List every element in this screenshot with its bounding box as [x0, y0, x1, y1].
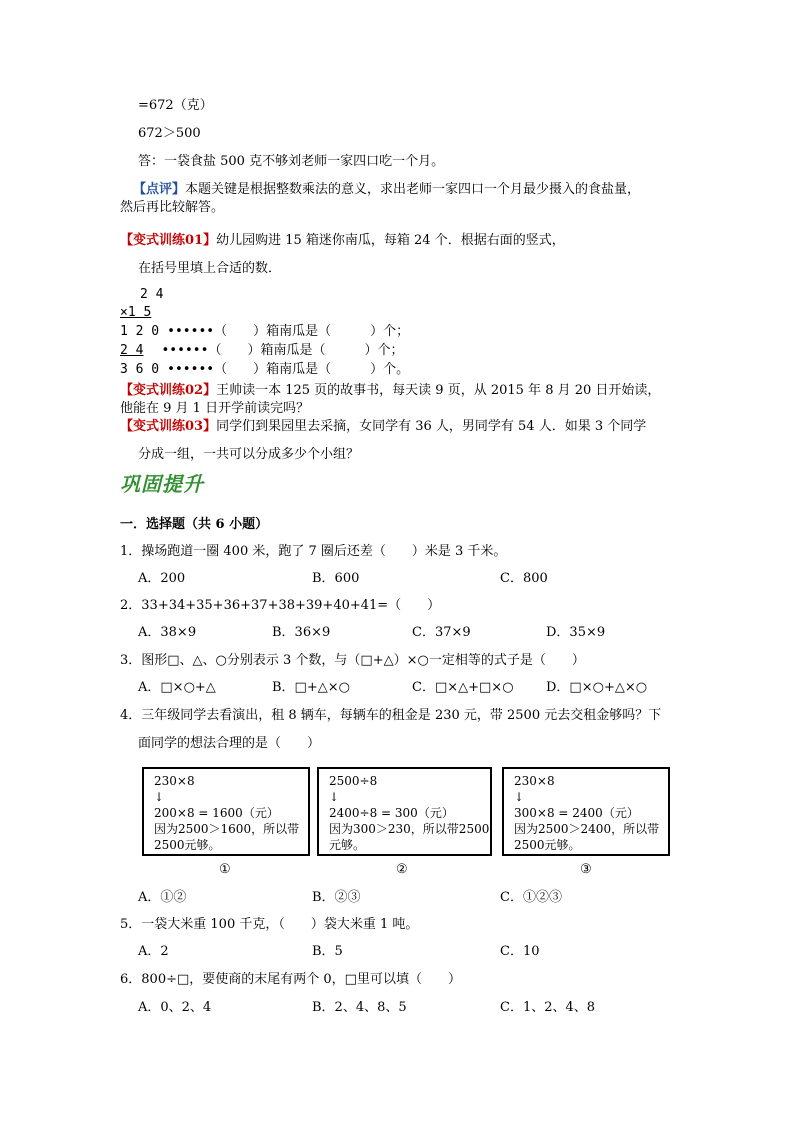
variant-1-text: 幼儿园购进 15 箱迷你南瓜，每箱 24 个．根据右面的竖式， — [216, 233, 565, 248]
question-1-option-b[interactable]: B．600 — [312, 571, 360, 586]
question-4-option-b[interactable]: B．②③ — [312, 890, 361, 905]
down-arrow-icon: ↓ — [329, 790, 340, 804]
question-4-option-a[interactable]: A．①② — [138, 890, 187, 905]
question-5-option-c[interactable]: C．10 — [500, 944, 540, 959]
question-3-option-c[interactable]: C．□×△+□×○ — [412, 680, 514, 695]
idea-box-1-line-1: 230×8 — [154, 774, 195, 788]
question-4-option-c[interactable]: C．①②③ — [500, 890, 562, 905]
idea-box-3-line-5: 2500元够。 — [514, 838, 581, 852]
review-text: 本题关键是根据整数乘法的意义，求出老师一家四口一个月最少摄入的食盐量， — [185, 182, 641, 197]
idea-box-3 — [502, 767, 670, 856]
question-1-option-a[interactable]: A．200 — [138, 571, 186, 586]
question-5-option-b[interactable]: B．5 — [312, 944, 343, 959]
calc-line-2: 672＞500 — [138, 126, 201, 141]
question-3-option-d[interactable]: D．□×○+△×○ — [546, 680, 648, 695]
variant-1-text-2: 在括号里填上合适的数． — [138, 261, 282, 276]
question-5-option-a[interactable]: A．2 — [138, 944, 169, 959]
partial-product-2: 2 4 — [120, 343, 144, 358]
question-3-stem: 3．图形□、△、○分别表示 3 个数，与（□+△）×○一定相等的式子是（ ） — [120, 653, 585, 668]
variant-2-tag: 【变式训练02】 — [120, 383, 217, 398]
partial-product-2-blank: ••••••（ ）箱南瓜是（ ）个； — [161, 343, 404, 358]
question-2-option-d[interactable]: D．35×9 — [546, 625, 606, 640]
variant-3-tag: 【变式训练03】 — [120, 419, 217, 434]
question-1-stem: 1．操场跑道一圈 400 米，跑了 7 圈后还差（ ）米是 3 千米。 — [120, 544, 507, 559]
question-6-option-c[interactable]: C．1、2、4、8 — [500, 1000, 596, 1015]
variant-2-text: 王帅读一本 125 页的故事书，每天读 9 页，从 2015 年 8 月 20 日开始读， — [216, 383, 661, 398]
question-5-stem: 5．一袋大米重 100 千克，（ ）袋大米重 1 吨。 — [120, 917, 419, 932]
idea-box-1-line-5: 2500元够。 — [154, 838, 221, 852]
variant-2-text-2: 他能在 9 月 1 日开学前读完吗？ — [120, 401, 310, 416]
variant-3-text: 同学们到果园里去采摘，女同学有 36 人，男同学有 54 人．如果 3 个同学 — [216, 419, 647, 434]
answer-text: 答：一袋食盐 500 克不够刘老师一家四口吃一个月。 — [138, 154, 445, 169]
product-total-blank: ••••••（ ）箱南瓜是（ ）个。 — [167, 362, 410, 377]
question-2-stem: 2．33+34+35+36+37+38+39+40+41=（ ） — [120, 598, 441, 613]
vertical-calc-row-3 — [120, 325, 409, 338]
vertical-calc-row-4 — [120, 344, 403, 357]
partial-product-1: 1 2 0 — [120, 324, 160, 339]
variant-2 — [120, 384, 660, 397]
idea-box-3-line-3: 300×8 = 2400（元） — [514, 806, 639, 820]
question-2-option-a[interactable]: A．38×9 — [138, 625, 197, 640]
idea-box-1-line-3: 200×8 = 1600（元） — [154, 806, 279, 820]
question-4-stem-2: 面同学的想法合理的是（ ） — [138, 736, 321, 751]
question-6-stem: 6．800÷□，要使商的末尾有两个 0，□里可以填（ ） — [120, 972, 461, 987]
partial-product-1-blank: ••••••（ ）箱南瓜是（ ）个； — [167, 324, 410, 339]
idea-box-2-label: ② — [396, 862, 408, 877]
multiplier: ×1 5 — [120, 305, 152, 320]
question-2-option-b[interactable]: B．36×9 — [272, 625, 331, 640]
question-3-option-a[interactable]: A．□×○+△ — [138, 680, 216, 695]
down-arrow-icon: ↓ — [154, 790, 165, 804]
question-1-option-c[interactable]: C．800 — [500, 571, 548, 586]
variant-3 — [120, 420, 646, 433]
idea-box-3-label: ③ — [580, 862, 592, 877]
variant-1 — [120, 234, 565, 247]
review-tag: 【点评】 — [133, 182, 186, 197]
question-2-option-c[interactable]: C．37×9 — [412, 625, 471, 640]
review-line-2: 然后再比较解答。 — [120, 200, 225, 215]
question-4-stem: 4．三年级同学去看演出，租 8 辆车，每辆车的租金是 230 元，带 2500 元去交租金够吗？下 — [120, 708, 662, 723]
idea-box-1-label: ① — [219, 862, 231, 877]
product-total: 3 6 0 — [120, 362, 160, 377]
idea-box-2-line-4: 因为300＞230，所以带2500 — [329, 822, 490, 836]
review-line-1 — [133, 183, 640, 196]
question-6-option-a[interactable]: A．0、2、4 — [138, 1000, 212, 1015]
calc-line-1: =672（克） — [138, 98, 213, 113]
idea-box-2-line-5: 元够。 — [329, 838, 366, 852]
idea-box-2-line-1: 2500÷8 — [329, 774, 378, 788]
vertical-calc-row-5 — [120, 363, 409, 376]
idea-box-2 — [317, 767, 492, 856]
variant-3-text-2: 分成一组，一共可以分成多少个小组？ — [138, 447, 360, 462]
section-title: 巩固提升 — [120, 472, 204, 496]
question-3-option-b[interactable]: B．□+△×○ — [272, 680, 350, 695]
idea-box-2-line-3: 2400÷8 = 300（元） — [329, 806, 454, 820]
question-6-option-b[interactable]: B．2、4、8、5 — [312, 1000, 407, 1015]
idea-box-1 — [142, 767, 310, 856]
variant-1-tag: 【变式训练01】 — [120, 233, 217, 248]
down-arrow-icon: ↓ — [514, 790, 525, 804]
vertical-calc-row-1: 2 4 — [140, 287, 164, 302]
idea-box-3-line-1: 230×8 — [514, 774, 555, 788]
idea-box-3-line-4: 因为2500＞2400，所以带 — [514, 822, 660, 836]
vertical-calc-row-2 — [120, 306, 151, 319]
idea-box-1-line-4: 因为2500＞1600，所以带 — [154, 822, 300, 836]
section-heading: 一．选择题（共 6 小题） — [120, 517, 269, 532]
